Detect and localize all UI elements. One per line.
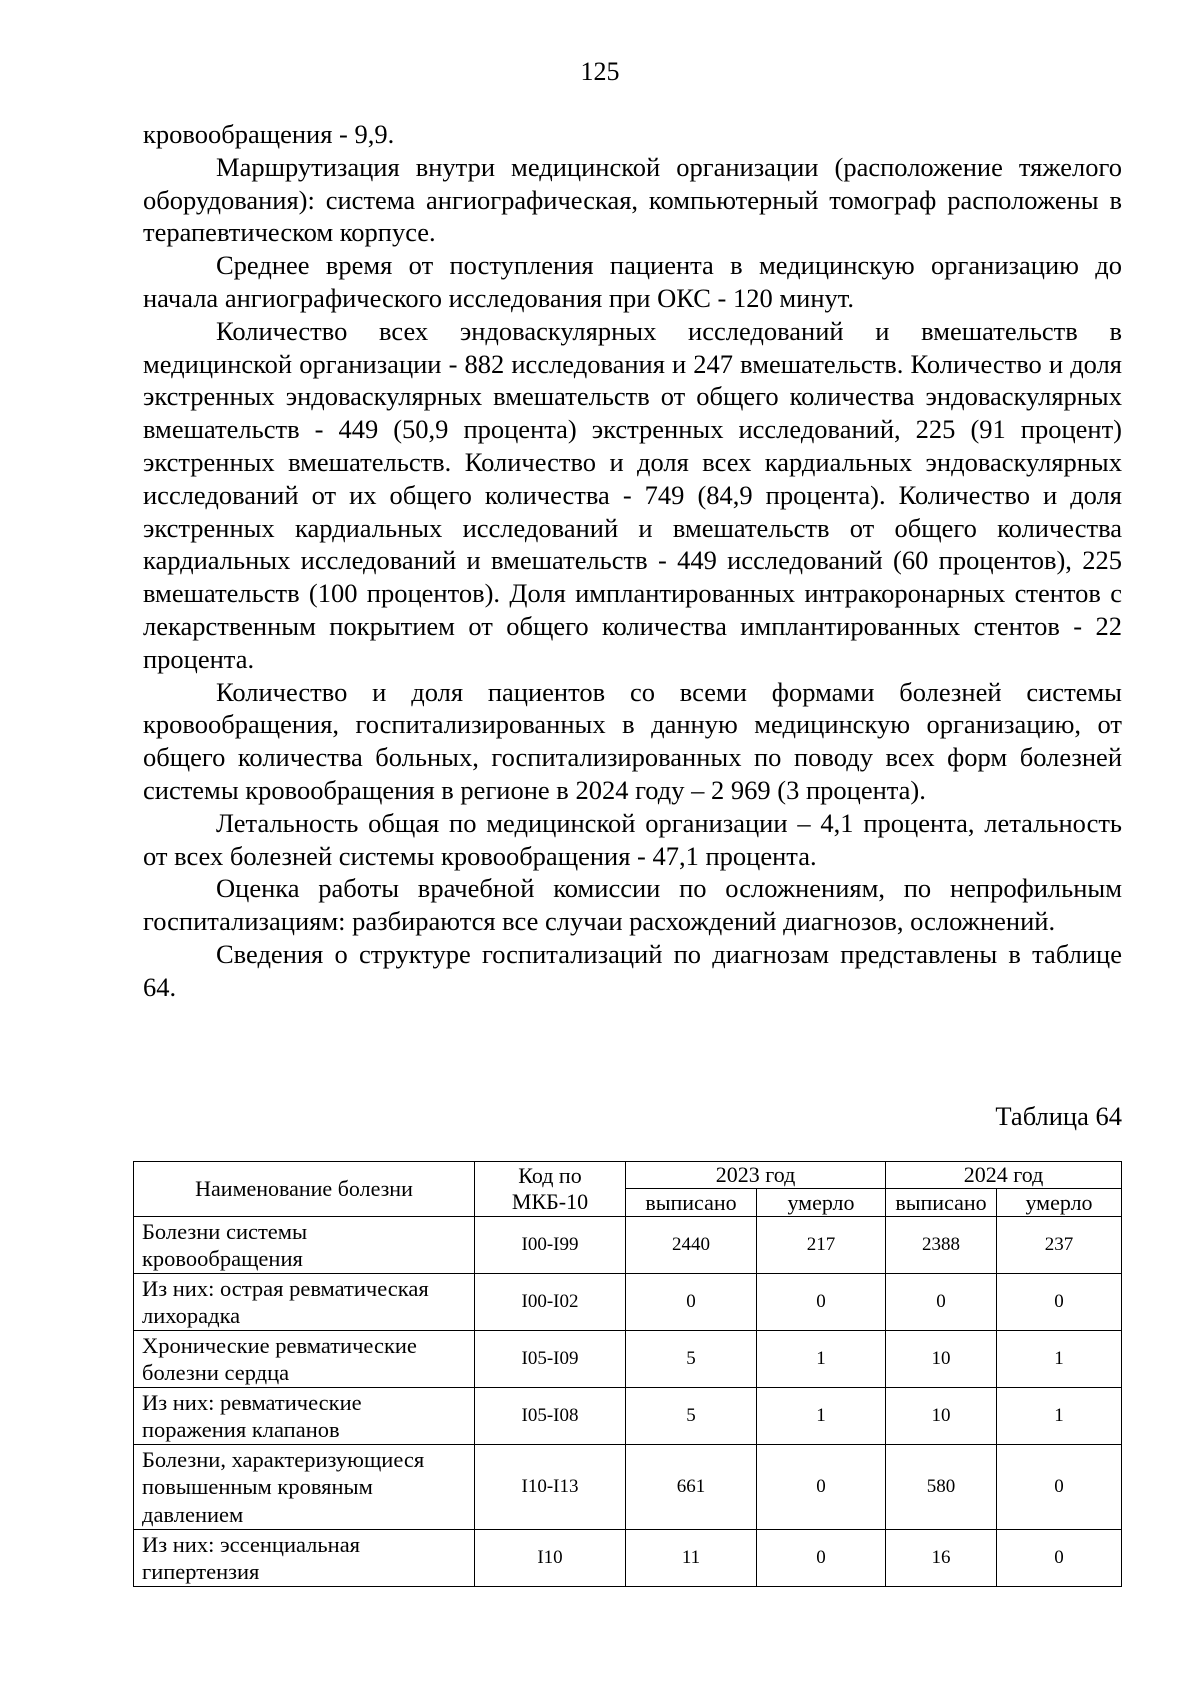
header-discharged-2024: выписано	[886, 1189, 997, 1217]
table-row	[134, 1274, 1122, 1331]
header-year-2023: 2023 год	[626, 1162, 886, 1189]
header-died-2023: умерло	[757, 1189, 886, 1217]
cell-died-2024: 0	[997, 1530, 1122, 1587]
cell-died-2023: 0	[757, 1274, 886, 1331]
cell-died-2023: 217	[757, 1217, 886, 1274]
cell-icd-code: I05-I08	[475, 1388, 626, 1445]
paragraph: кровообращения - 9,9.	[143, 119, 395, 149]
paragraph: Летальность общая по медицинской организации – 4,1 процента, летальность от всех болезней системы кровообращения - 47,1 процента.	[143, 807, 1122, 871]
cell-disease-name: Из них: эссенциальная гипертензия	[134, 1530, 475, 1587]
cell-discharged-2024: 10	[886, 1388, 997, 1445]
paragraph: Количество всех эндоваскулярных исследований и вмешательств в медицинской организации - 882 исследования и 247 вмешательств. Количество и доля экстренных эндоваскулярных вмешательств от общего количества эндоваскулярных вмешательств - 449 (50,9 процента) экстренных исследований, 225 (91 процент) экстренных вмешательств. Количество и доля всех кардиальных эндоваскулярных исследований от их общего количества - 749 (84,9 процента). Количество и доля экстренных кардиальных исследований и вмешательств от общего количества кардиальных исследований и вмешательств - 449 исследований (60 процентов), 225 вмешательств (100 процентов). Доля имплантированных интракоронарных стентов с лекарственным покрытием от общего количества имплантированных стентов - 22 процента.	[143, 315, 1122, 674]
paragraph: Количество и доля пациентов со всеми формами болезней системы кровообращения, госпитализированных в данную медицинскую организацию, от общего количества больных, госпитализированных по поводу всех форм болезней системы кровообращения в регионе в 2024 году – 2 969 (3 процента).	[143, 676, 1122, 805]
cell-died-2024: 1	[997, 1331, 1122, 1388]
cell-disease-name: Болезни, характеризующиеся повышенным кровяным давлением	[134, 1445, 475, 1530]
table-row	[134, 1445, 1122, 1530]
header-disease-name: Наименование болезни	[134, 1162, 475, 1217]
paragraph: Маршрутизация внутри медицинской организации (расположение тяжелого оборудования): система ангиографическая, компьютерный томограф расположены в терапевтическом корпусе.	[143, 151, 1122, 248]
cell-discharged-2023: 11	[626, 1530, 757, 1587]
cell-died-2024: 237	[997, 1217, 1122, 1274]
table-row	[134, 1388, 1122, 1445]
cell-discharged-2023: 5	[626, 1331, 757, 1388]
cell-discharged-2023: 5	[626, 1388, 757, 1445]
cell-discharged-2024: 16	[886, 1530, 997, 1587]
cell-died-2023: 1	[757, 1388, 886, 1445]
cell-died-2023: 0	[757, 1445, 886, 1530]
cell-died-2024: 1	[997, 1388, 1122, 1445]
header-died-2024: умерло	[997, 1189, 1122, 1217]
cell-icd-code: I00-I99	[475, 1217, 626, 1274]
cell-icd-code: I00-I02	[475, 1274, 626, 1331]
cell-disease-name: Из них: ревматические поражения клапанов	[134, 1388, 475, 1445]
cell-discharged-2023: 2440	[626, 1217, 757, 1274]
table-row	[134, 1530, 1122, 1587]
cell-died-2024: 0	[997, 1274, 1122, 1331]
body-text	[143, 118, 1122, 1004]
cell-discharged-2024: 10	[886, 1331, 997, 1388]
paragraph: Сведения о структуре госпитализаций по диагнозам представлены в таблице 64.	[143, 938, 1122, 1002]
paragraph: Оценка работы врачебной комиссии по осложнениям, по непрофильным госпитализациям: разбираются все случаи расхождений диагнозов, осложнений.	[143, 873, 1122, 937]
paragraph: Среднее время от поступления пациента в медицинскую организацию до начала ангиографического исследования при ОКС - 120 минут.	[143, 250, 1122, 313]
cell-died-2024: 0	[997, 1445, 1122, 1530]
table-row	[134, 1217, 1122, 1274]
table-row	[134, 1331, 1122, 1388]
cell-icd-code: I05-I09	[475, 1331, 626, 1388]
cell-discharged-2024: 0	[886, 1274, 997, 1331]
cell-disease-name: Хронические ревматические болезни сердца	[134, 1331, 475, 1388]
header-icd-code: Код по МКБ-10	[475, 1162, 626, 1217]
cell-discharged-2023: 661	[626, 1445, 757, 1530]
cell-icd-code: I10	[475, 1530, 626, 1587]
cell-died-2023: 0	[757, 1530, 886, 1587]
header-year-2024: 2024 год	[886, 1162, 1122, 1189]
cell-disease-name: Из них: острая ревматическая лихорадка	[134, 1274, 475, 1331]
table-caption: Таблица 64	[995, 1101, 1122, 1131]
page-number: 125	[580, 57, 620, 86]
cell-icd-code: I10-I13	[475, 1445, 626, 1530]
cell-discharged-2023: 0	[626, 1274, 757, 1331]
header-discharged-2023: выписано	[626, 1189, 757, 1217]
cell-died-2023: 1	[757, 1331, 886, 1388]
cell-disease-name: Болезни системы кровообращения	[134, 1217, 475, 1274]
cell-discharged-2024: 2388	[886, 1217, 997, 1274]
cell-discharged-2024: 580	[886, 1445, 997, 1530]
disease-table	[133, 1161, 1122, 1587]
